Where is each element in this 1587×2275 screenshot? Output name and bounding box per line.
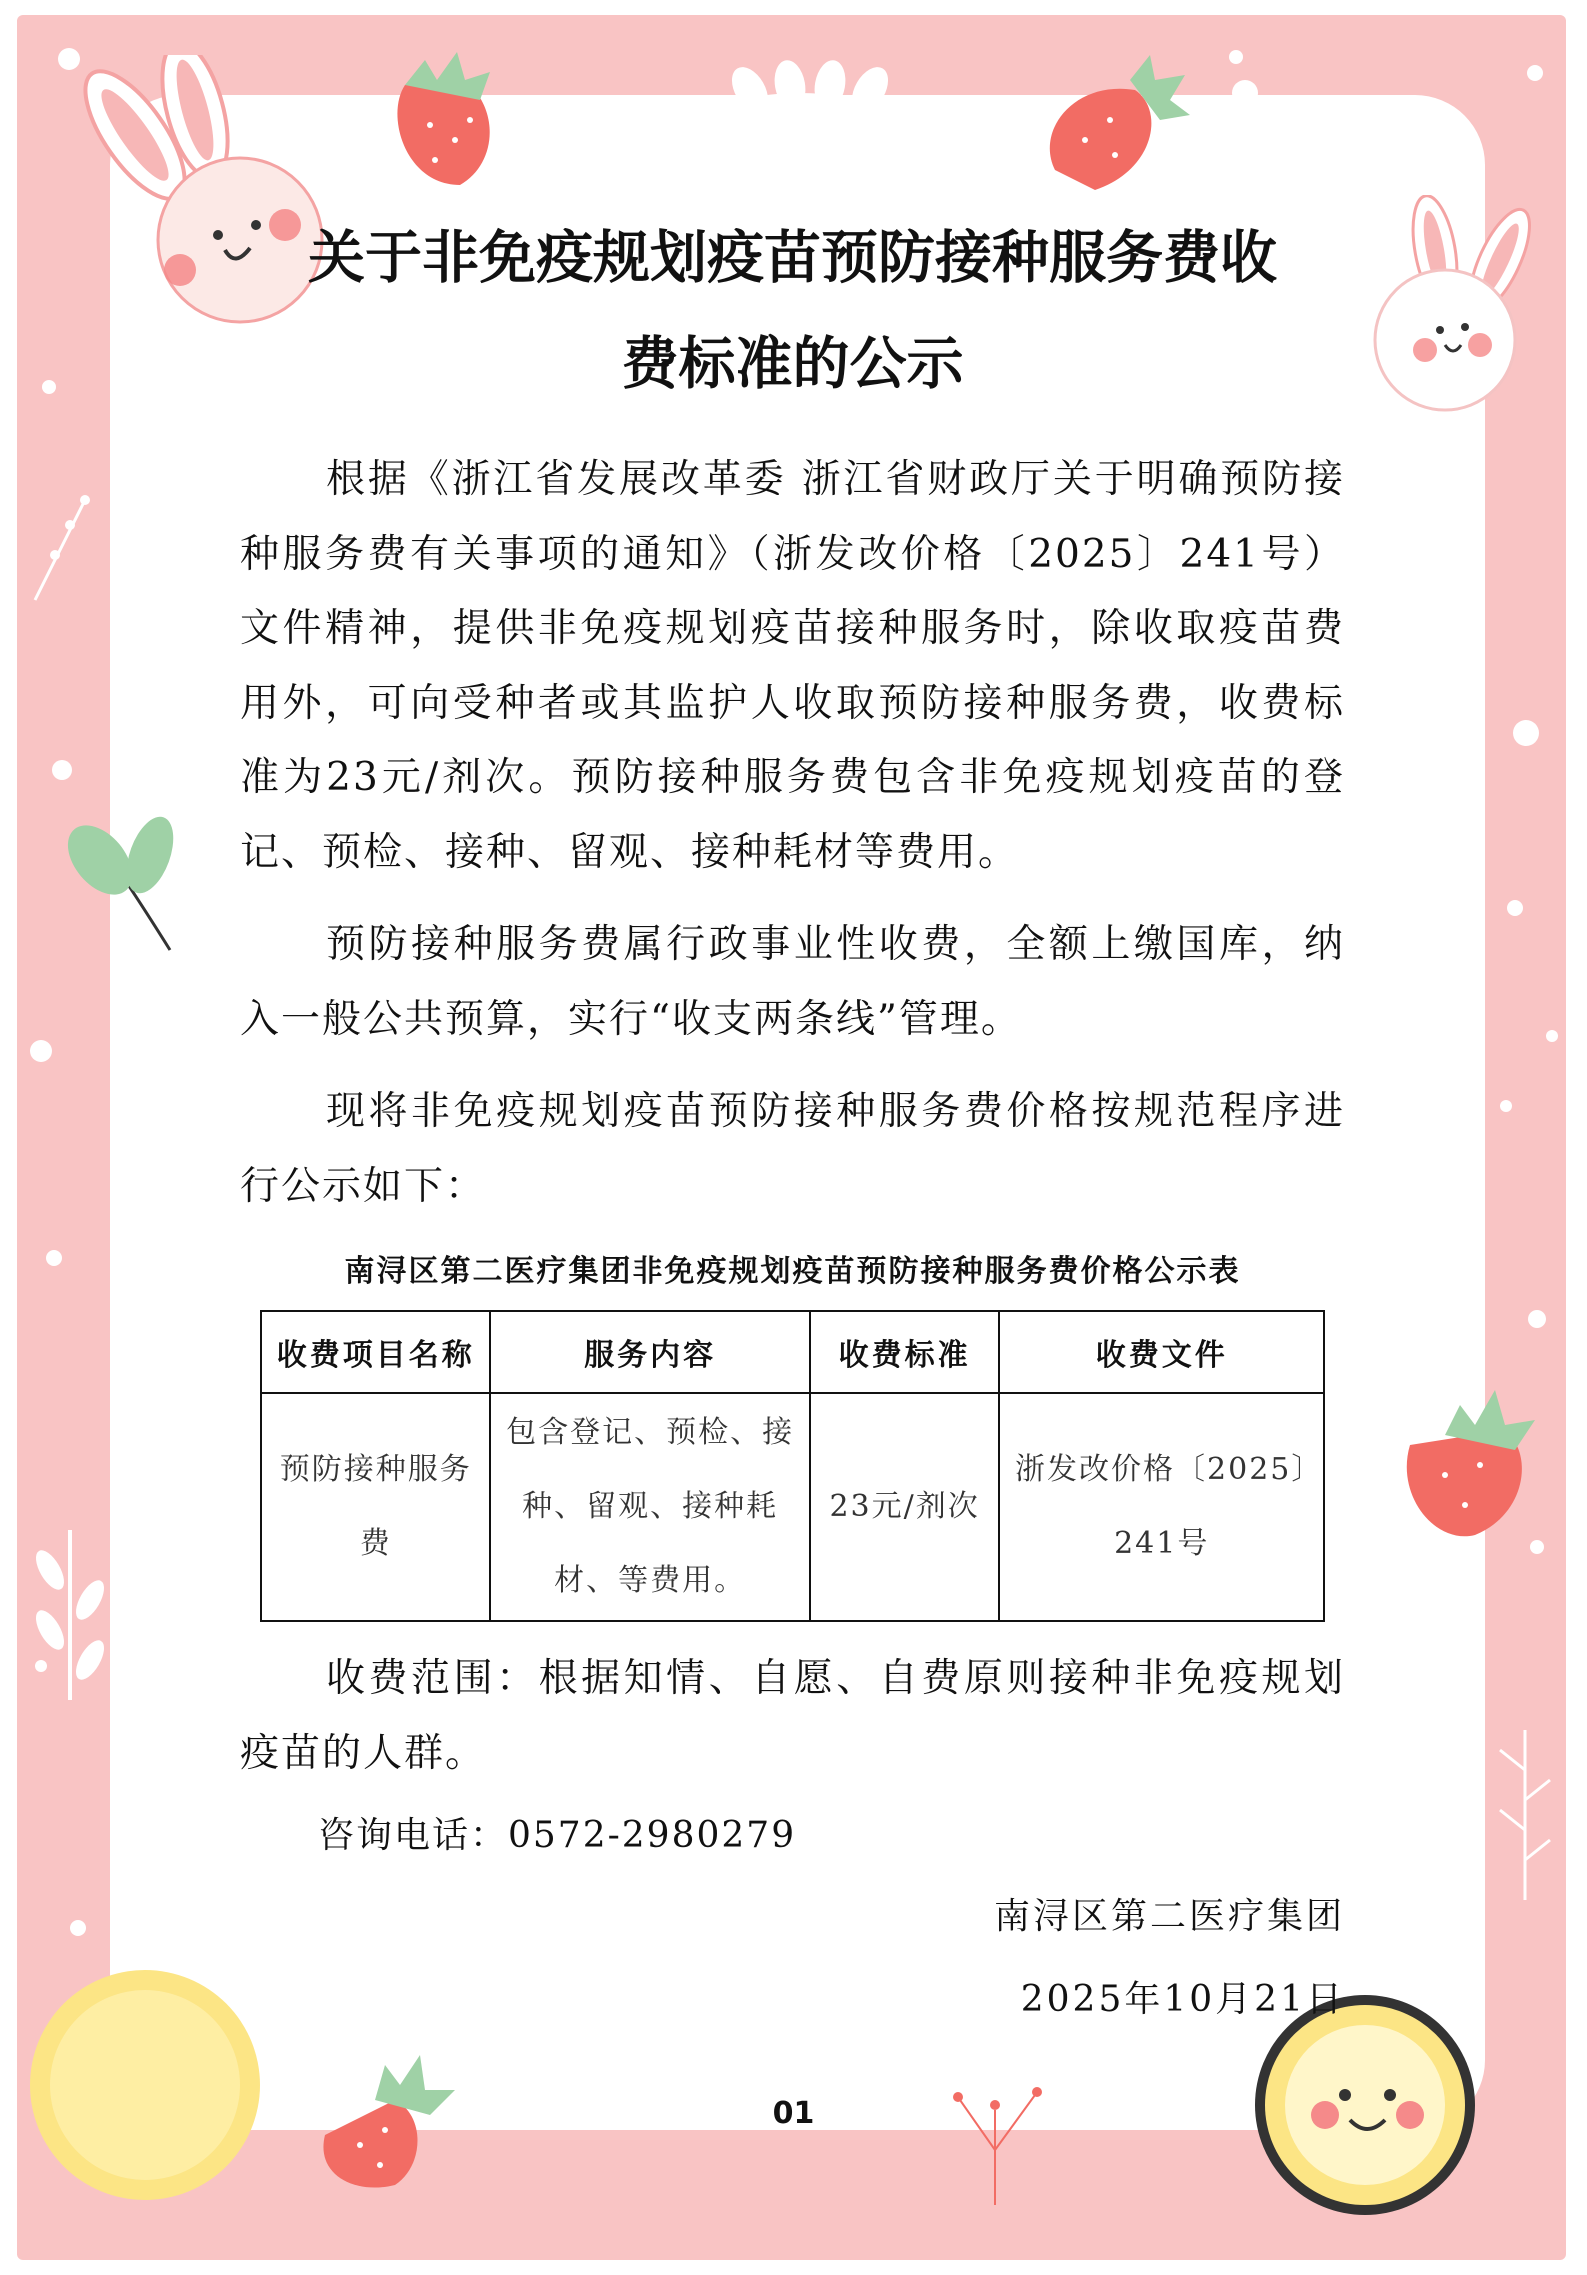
- table-caption: 南浔区第二医疗集团非免疫规划疫苗预防接种服务费价格公示表: [344, 1254, 1241, 1289]
- flower-sprig-icon: [20, 1510, 120, 1710]
- fee-table: [260, 1310, 1325, 1622]
- contact-phone: 咨询电话：0572-2980279: [318, 1815, 797, 1856]
- signature-date: 2025年10月21日: [1020, 1979, 1345, 2020]
- paragraph-treasury: 预防接种服务费属行政事业性收费，全额上缴国库，纳入一般公共预算，实行“收支两条线”管理。: [240, 922, 1345, 1042]
- strawberry-icon: [1035, 50, 1195, 200]
- leaf-icon: [700, 60, 900, 140]
- frame-dot: [1513, 720, 1539, 746]
- title-line-2: 费标准的公示: [621, 330, 964, 397]
- cell-fee-standard: 23元/剂次: [810, 1393, 1000, 1621]
- frame-dot: [70, 1920, 86, 1936]
- table-row: [261, 1393, 1324, 1621]
- frame-dot: [1229, 50, 1243, 64]
- flower-sprig-icon: [1485, 1720, 1565, 1910]
- cell-service-content: 包含登记、预检、接种、留观、接种耗材、等费用。: [490, 1393, 809, 1621]
- frame-dot: [1507, 900, 1523, 916]
- table-header-row: [261, 1311, 1324, 1393]
- lemon-icon: [25, 1965, 265, 2205]
- header-item-name: 收费项目名称: [261, 1311, 490, 1393]
- paragraph-basis: 根据《浙江省发展改革委 浙江省财政厅关于明确预防接种服务费有关事项的通知》（浙发改价格〔2025〕241号）文件精神，提供非免疫规划疫苗接种服务时，除收取疫苗费用外，可向受种者或其监护人收取预防接种服务费，收费标准为23元/剂次。预防接种服务费包含非免疫规划疫苗的登记、预检、接种、留观、接种耗材等费用。: [240, 457, 1345, 875]
- flower-sprig-icon: [940, 2070, 1050, 2210]
- header-fee-document: 收费文件: [999, 1311, 1324, 1393]
- header-fee-standard: 收费标准: [810, 1311, 1000, 1393]
- cell-fee-document: 浙发改价格〔2025〕241号: [999, 1393, 1324, 1621]
- paragraph-announcement: 现将非免疫规划疫苗预防接种服务费价格按规范程序进行公示如下：: [240, 1089, 1345, 1209]
- frame-dot: [42, 380, 56, 394]
- page-number: 01: [772, 2096, 815, 2131]
- bunny-icon: [1365, 195, 1565, 425]
- frame-dot: [1528, 1310, 1546, 1328]
- header-service-content: 服务内容: [490, 1311, 809, 1393]
- frame-dot: [46, 1250, 62, 1266]
- paragraph-scope: 收费范围：根据知情、自愿、自费原则接种非免疫规划疫苗的人群。: [240, 1656, 1345, 1776]
- document-title: [240, 205, 1345, 417]
- leaf-icon: [60, 810, 190, 960]
- cell-item-name: 预防接种服务费: [261, 1393, 490, 1621]
- flower-sprig-icon: [25, 480, 95, 620]
- frame-dot: [1500, 1100, 1512, 1112]
- frame-dot: [1232, 80, 1258, 106]
- frame-dot: [30, 1040, 52, 1062]
- signature-org: 南浔区第二医疗集团: [993, 1896, 1345, 1937]
- frame-dot: [1527, 65, 1543, 81]
- strawberry-icon: [1395, 1365, 1545, 1545]
- frame-dot: [52, 760, 72, 780]
- frame-dot: [1546, 1030, 1558, 1042]
- title-line-1: 关于非免疫规划疫苗预防接种服务费收: [308, 224, 1277, 291]
- strawberry-icon: [375, 45, 505, 195]
- document-body: [240, 205, 1345, 2022]
